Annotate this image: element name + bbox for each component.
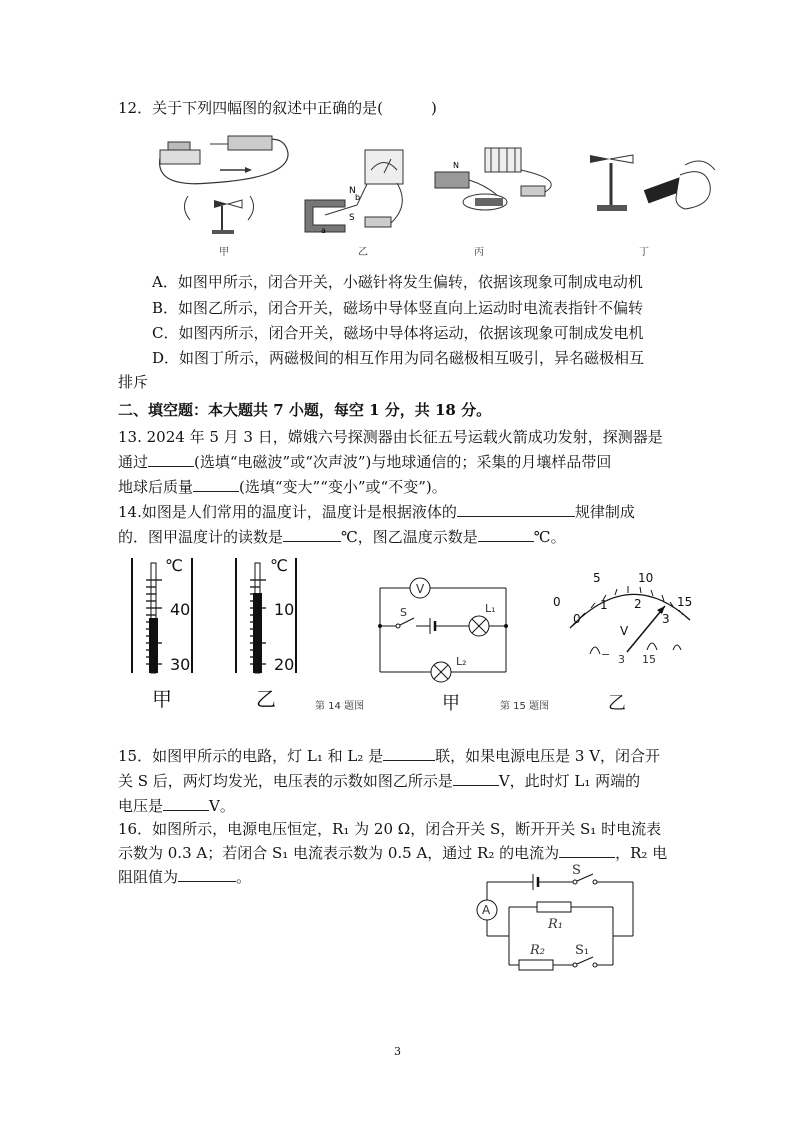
- dial-outer-5: 5: [593, 571, 601, 585]
- dial-outer-10: 10: [638, 571, 654, 585]
- q16-blank-2: [178, 867, 236, 882]
- q15-blank-3: [163, 796, 209, 811]
- q12-option-d: D．如图丁所示，两磁极间的相互作用为同名磁极相互吸引，异名磁极相互: [152, 349, 645, 367]
- q15-blank-1: [383, 746, 435, 761]
- q12-stem: 12．关于下列四幅图的叙述中正确的是( ): [118, 99, 437, 117]
- circuit15-l1-label: L₁: [485, 602, 496, 615]
- fig15-jia-caption: 甲: [442, 693, 460, 714]
- svg-text:b: b: [355, 193, 361, 202]
- q14-line1: 14.如图是人们常用的温度计，温度计是根据液体的 规律制成: [118, 503, 635, 521]
- fig15-yi-caption: 乙: [608, 693, 626, 714]
- page-number: 3: [394, 1045, 401, 1058]
- circuit15-voltmeter-label: V: [416, 582, 425, 596]
- dial-inner-3: 3: [662, 612, 670, 626]
- therm-jia-caption: 甲: [152, 687, 172, 711]
- dial-terminal-15: 15: [642, 653, 656, 666]
- q12-option-b: B．如图乙所示，闭合开关，磁场中导体竖直向上运动时电流表指针不偏转: [152, 299, 644, 317]
- q15-line1: 15．如图甲所示的电路，灯 L₁ 和 L₂ 是 联，如果电源电压是 3 V，闭合开: [118, 747, 661, 765]
- q15-line2: 关 S 后，两灯均发光，电压表的示数如图乙所示是 V，此时灯 L₁ 两端的: [118, 772, 641, 790]
- fig14-caption: 第 14 题图: [315, 701, 365, 712]
- circuit15-switch-label: S: [400, 606, 407, 619]
- fig15-caption: 第 15 题图: [500, 701, 550, 712]
- circuit16-r2-label: R₂: [530, 943, 545, 958]
- dial-inner-1: 1: [600, 598, 608, 612]
- dial-terminal-3: 3: [618, 653, 625, 666]
- svg-text:N: N: [349, 186, 356, 196]
- q12-option-a: A．如图甲所示，闭合开关，小磁针将发生偏转，依据该现象可制成电动机: [152, 273, 643, 291]
- q12-option-c: C．如图丙所示，闭合开关，磁场中导体将运动，依据该现象可制成发电机: [152, 324, 644, 342]
- q13-line2: 通过 (选填“电磁波”或“次声波”)与地球通信的；采集的月壤样品带回: [118, 453, 612, 471]
- q14-blank-1: [457, 502, 575, 517]
- q15-blank-2: [453, 771, 499, 786]
- q12-figure-ding: [585, 145, 725, 245]
- q12-figure-bing: [425, 140, 570, 240]
- q14-line2: 的．图甲温度计的读数是 ℃，图乙温度示数是 ℃。: [118, 528, 566, 546]
- q16-line3: 阻阻值为 。: [118, 868, 252, 886]
- circuit16-r1-label: R₁: [548, 917, 563, 932]
- dial-outer-0: 0: [553, 595, 561, 609]
- q16-line2: 示数为 0.3 A；若闭合 S₁ 电流表示数为 0.5 A，通过 R₂ 的电流为 ，R₂ 电: [118, 844, 668, 862]
- q13-line1: 13. 2024 年 5 月 3 日，嫦娥六号探测器由长征五号运载火箭成功发射，探测器是: [118, 428, 663, 446]
- dial-inner-2: 2: [634, 597, 642, 611]
- q12-figure-yi: [305, 145, 415, 245]
- dial-unit: V: [620, 624, 629, 638]
- section-2-title: 二、填空题：本大题共 7 小题，每空 1 分，共 18 分。: [118, 401, 492, 419]
- q14-blank-2: [283, 527, 341, 542]
- therm-yi-label-10: 10: [274, 600, 295, 619]
- therm-jia-label-40: 40: [170, 600, 191, 619]
- svg-text:a: a: [321, 226, 326, 235]
- q13-blank-1: [148, 452, 194, 467]
- q12-caption-bing: 丙: [474, 247, 484, 258]
- svg-text:S: S: [349, 213, 355, 223]
- q13-blank-2: [193, 477, 239, 492]
- q12-option-d-cont: 排斥: [118, 373, 149, 391]
- therm-jia-unit: ℃: [165, 556, 183, 575]
- circuit-fig15-jia: [378, 580, 528, 690]
- therm-yi-label-20: 20: [274, 655, 295, 674]
- q14-blank-3: [478, 527, 534, 542]
- dial-outer-15: 15: [677, 595, 693, 609]
- svg-text:N: N: [453, 161, 459, 170]
- q15-line3: 电压是 V。: [118, 797, 235, 815]
- circuit16-switch-label: S: [572, 863, 581, 878]
- q16-blank-1: [559, 843, 615, 858]
- q12-caption-ding: 丁: [639, 247, 649, 258]
- circuit16-s1-label: S₁: [575, 943, 590, 958]
- dial-inner-0: 0: [573, 612, 581, 626]
- q13-line3: 地球后质量 (选填“变大”“变小”或“不变”)。: [118, 478, 447, 496]
- q12-caption-jia: 甲: [219, 247, 229, 258]
- q16-line1: 16．如图所示，电源电压恒定，R₁ 为 20 Ω，闭合开关 S，断开开关 S₁ 时电流表: [118, 820, 662, 838]
- therm-yi-caption: 乙: [256, 687, 276, 711]
- circuit15-l2-label: L₂: [456, 655, 467, 668]
- q12-figure-jia: [150, 128, 300, 258]
- therm-yi-unit: ℃: [270, 556, 288, 575]
- dial-terminal-neg: −: [601, 648, 611, 661]
- q12-caption-yi: 乙: [358, 247, 368, 258]
- therm-jia-label-30: 30: [170, 655, 191, 674]
- circuit16-ammeter-label: A: [482, 903, 491, 917]
